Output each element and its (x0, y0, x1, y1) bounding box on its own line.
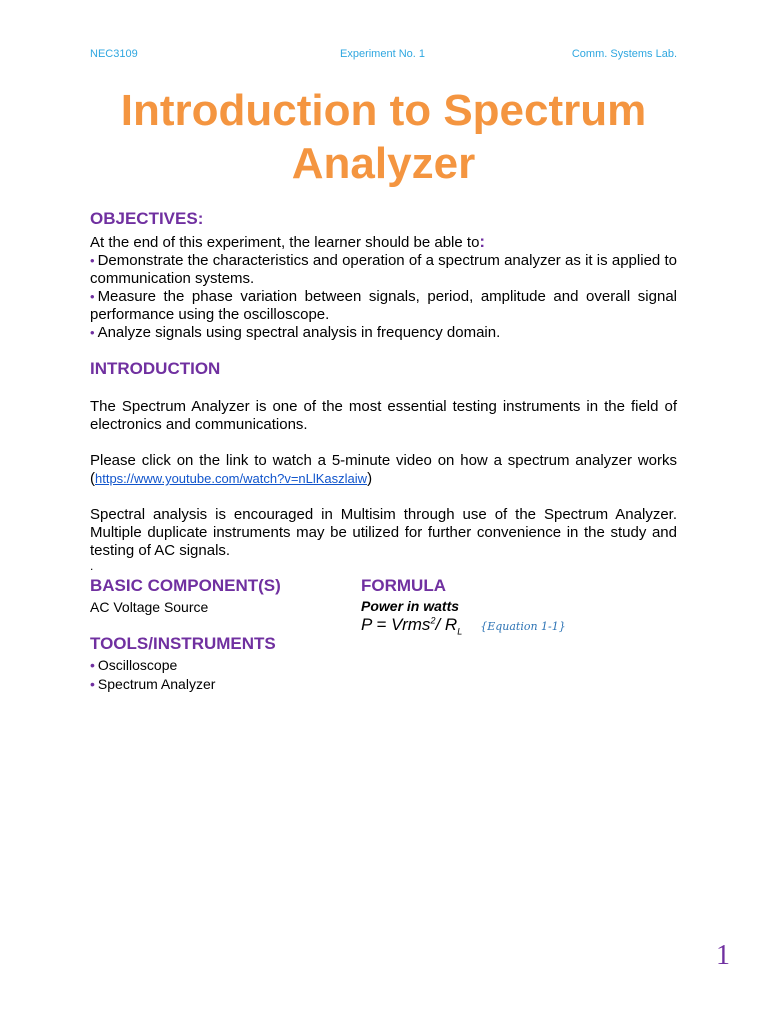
power-equation (361, 615, 677, 636)
objective-text-3: Analyze signals using spectral analysis in frequency domain. (97, 324, 501, 341)
objectives-heading: OBJECTIVES: (90, 209, 204, 228)
stray-period: . (90, 559, 94, 573)
bullet-icon: • (90, 289, 95, 304)
title-line-1: Introduction to Spectrum (120, 86, 647, 135)
objectives-intro-text: At the end of this experiment, the learner should be able to (90, 234, 480, 251)
formula-section (361, 576, 677, 636)
objective-text-1: Demonstrate the characteristics and operation of a spectrum analyzer as it is applied to communication systems. (90, 252, 677, 287)
introduction-paragraph-1: The Spectrum Analyzer is one of the most essential testing instruments in the field of electronics and communications. (90, 398, 677, 433)
tools-heading: TOOLS/INSTRUMENTS (90, 634, 276, 653)
formula-heading: FORMULA (361, 576, 446, 595)
basic-components-heading: BASIC COMPONENT(S) (90, 576, 281, 595)
equation-label: {Equation 1-1} (480, 620, 566, 633)
title-line-2: Analyzer (291, 139, 476, 188)
equation-exponent: 2 (430, 615, 436, 626)
equation-divisor: / R (435, 615, 458, 634)
youtube-video-link[interactable]: https://www.youtube.com/watch?v=nLlKaszlaiw (95, 471, 368, 486)
objective-item-2 (90, 288, 677, 324)
formula-subheading: Power in watts (361, 598, 460, 614)
header-course-code: NEC3109 (90, 48, 138, 60)
tool-item-1 (90, 656, 340, 674)
introduction-paragraph-2-close: ) (367, 470, 373, 487)
introduction-heading: INTRODUCTION (90, 359, 221, 378)
page-number: 1 (716, 940, 730, 971)
tool-item-2 (90, 675, 340, 693)
objectives-section (90, 209, 677, 342)
equation-p-vrms: P = Vrms (361, 615, 431, 634)
bullet-icon: • (90, 253, 95, 268)
header-experiment-number: Experiment No. 1 (340, 48, 425, 60)
objectives-intro (90, 233, 677, 252)
objectives-intro-colon: : (479, 232, 486, 251)
tool-text-1: Oscilloscope (97, 657, 178, 673)
objective-text-2: Measure the phase variation between signals, period, amplitude and overall signal performance using the oscilloscope. (90, 288, 677, 323)
introduction-section (90, 359, 677, 573)
bullet-icon: • (90, 657, 95, 673)
page-title (90, 84, 677, 190)
equation-subscript: L (457, 626, 463, 637)
introduction-paragraph-2 (90, 452, 677, 488)
introduction-paragraph-2-text: Please click on the link to watch a 5-minute video on how a spectrum analyzer works ( (90, 452, 677, 487)
basic-component-item: AC Voltage Source (90, 599, 209, 615)
tool-text-2: Spectrum Analyzer (97, 676, 216, 692)
objective-item-1 (90, 252, 677, 288)
bullet-icon: • (90, 676, 95, 692)
bullet-icon: • (90, 325, 95, 340)
basic-components-section (90, 576, 340, 616)
header-lab-name: Comm. Systems Lab. (571, 48, 677, 60)
objective-item-3 (90, 324, 677, 342)
tools-section (90, 634, 340, 693)
equation-expression (361, 615, 463, 637)
introduction-paragraph-3: Spectral analysis is encouraged in Multisim through use of the Spectrum Analyzer. Multiple duplicate instruments may be utilized for further convenience in the study and testing of AC signals. (90, 506, 677, 559)
